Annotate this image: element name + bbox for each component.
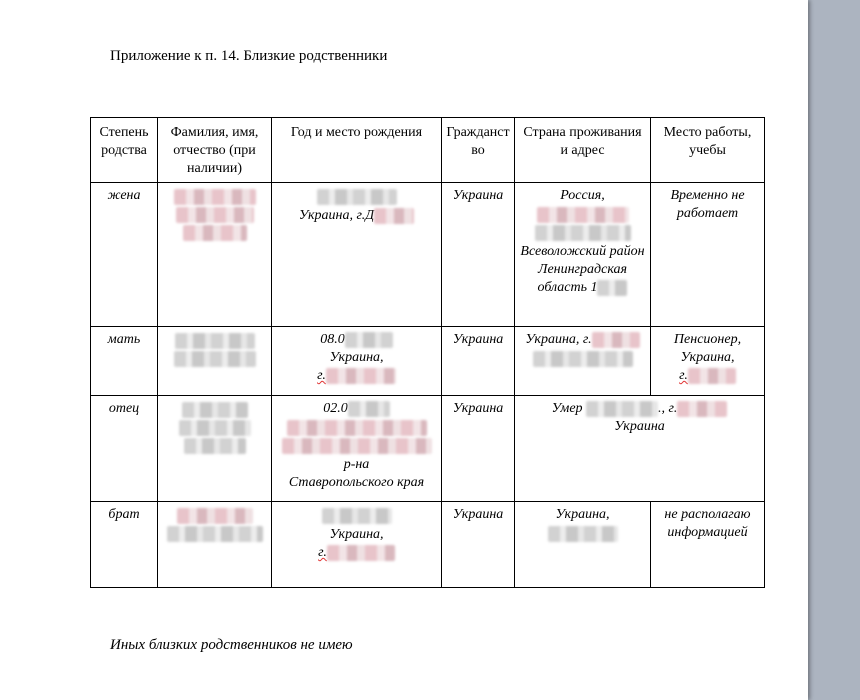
table-header-row bbox=[91, 118, 765, 183]
cell-birth bbox=[272, 183, 442, 327]
cell-full-name bbox=[158, 183, 272, 327]
redacted-text bbox=[174, 189, 256, 205]
redacted-text bbox=[537, 207, 629, 223]
cell-birth bbox=[272, 327, 442, 396]
cell-full-name bbox=[158, 396, 272, 502]
header-relation: Степень родства bbox=[91, 118, 158, 183]
redacted-text bbox=[167, 526, 263, 542]
redacted-text bbox=[282, 438, 432, 454]
cell-birth bbox=[272, 502, 442, 588]
cell-citizenship: Украина bbox=[442, 396, 515, 502]
cell-citizenship: Украина bbox=[442, 183, 515, 327]
residence-region-text: Ленинградская область 1 bbox=[537, 262, 628, 295]
birth-region-text: Ставропольского края bbox=[288, 475, 425, 490]
cell-residence bbox=[515, 327, 651, 396]
cell-relation: мать bbox=[91, 327, 158, 396]
table-row bbox=[91, 327, 765, 396]
birth-city-text: г. bbox=[317, 368, 326, 383]
birth-date-line bbox=[275, 331, 438, 349]
redacted-text bbox=[183, 225, 247, 241]
redacted-text bbox=[348, 401, 390, 417]
cell-citizenship: Украина bbox=[442, 327, 515, 396]
relatives-table bbox=[90, 117, 765, 588]
cell-relation: брат bbox=[91, 502, 158, 588]
redacted-text bbox=[184, 438, 246, 454]
cell-work: Временно не работает bbox=[651, 183, 765, 327]
redacted-text bbox=[688, 368, 736, 384]
birth-region-suffix-text: р-на bbox=[343, 457, 370, 472]
redacted-text bbox=[345, 332, 393, 348]
header-full-name: Фамилия, имя, отчество (при наличии) bbox=[158, 118, 272, 183]
residence-country-text: Украина, bbox=[555, 507, 610, 522]
work-city-text: г. bbox=[679, 368, 688, 383]
residence-country-text: Украина, г. bbox=[525, 332, 592, 347]
cell-work bbox=[651, 327, 765, 396]
table-row bbox=[91, 396, 765, 502]
document-heading: Приложение к п. 14. Близкие родственники bbox=[110, 48, 388, 64]
redacted-text bbox=[374, 208, 414, 224]
residence-line bbox=[518, 331, 647, 349]
work-status-text: Пенсионер, bbox=[673, 332, 742, 347]
header-citizenship bbox=[442, 118, 515, 183]
redacted-text bbox=[327, 545, 395, 561]
redacted-text bbox=[586, 401, 658, 417]
redacted-text bbox=[677, 401, 727, 417]
residence-died-text: Умер bbox=[551, 401, 583, 416]
cell-full-name bbox=[158, 327, 272, 396]
redacted-text bbox=[317, 189, 397, 205]
work-city-line bbox=[654, 367, 761, 385]
redacted-text bbox=[179, 420, 251, 436]
document-footer-note: Иных близких родственников не имею bbox=[110, 637, 353, 653]
redacted-text bbox=[533, 351, 633, 367]
redacted-text bbox=[322, 508, 392, 524]
header-citizenship-text: Гражданство bbox=[446, 125, 510, 158]
birth-country-text: Украина, bbox=[329, 350, 384, 365]
redacted-text bbox=[175, 333, 255, 349]
redacted-text bbox=[592, 332, 640, 348]
cell-residence bbox=[515, 183, 651, 327]
table-row bbox=[91, 183, 765, 327]
cell-relation: отец bbox=[91, 396, 158, 502]
birth-city-line bbox=[275, 544, 438, 562]
birth-city-text: г. bbox=[318, 545, 327, 560]
header-work: Место работы, учебы bbox=[651, 118, 765, 183]
redacted-text bbox=[174, 351, 256, 367]
birth-country-text: Украина, bbox=[329, 527, 384, 542]
cell-citizenship: Украина bbox=[442, 502, 515, 588]
redacted-text bbox=[182, 402, 248, 418]
residence-region-line bbox=[518, 261, 647, 297]
redacted-text bbox=[597, 280, 627, 296]
header-birth: Год и место рождения bbox=[272, 118, 442, 183]
redacted-text bbox=[548, 526, 618, 542]
cell-work: не располагаю информацией bbox=[651, 502, 765, 588]
cell-birth bbox=[272, 396, 442, 502]
cell-residence bbox=[515, 502, 651, 588]
residence-line bbox=[518, 400, 761, 418]
birth-date-line bbox=[275, 400, 438, 418]
birth-place-text: Украина, г.Д bbox=[298, 208, 375, 223]
birth-date-text: 08.0 bbox=[320, 332, 345, 347]
redacted-text bbox=[177, 508, 253, 524]
redacted-text bbox=[535, 225, 631, 241]
cell-full-name bbox=[158, 502, 272, 588]
redacted-text bbox=[326, 368, 396, 384]
table-row bbox=[91, 502, 765, 588]
cell-residence bbox=[515, 396, 765, 502]
residence-country-text: Украина bbox=[614, 419, 665, 434]
residence-country-text: Россия, bbox=[560, 188, 605, 203]
birth-city-line bbox=[275, 367, 438, 385]
redacted-text bbox=[287, 420, 427, 436]
residence-district-text: Всеволожский район bbox=[520, 244, 645, 259]
redacted-text bbox=[176, 207, 254, 223]
cell-relation: жена bbox=[91, 183, 158, 327]
work-country-text: Украина, bbox=[680, 350, 735, 365]
residence-city-prefix-text: ., г. bbox=[658, 401, 678, 416]
header-residence: Страна проживания и адрес bbox=[515, 118, 651, 183]
birth-date-text: 02.0 bbox=[323, 401, 348, 416]
